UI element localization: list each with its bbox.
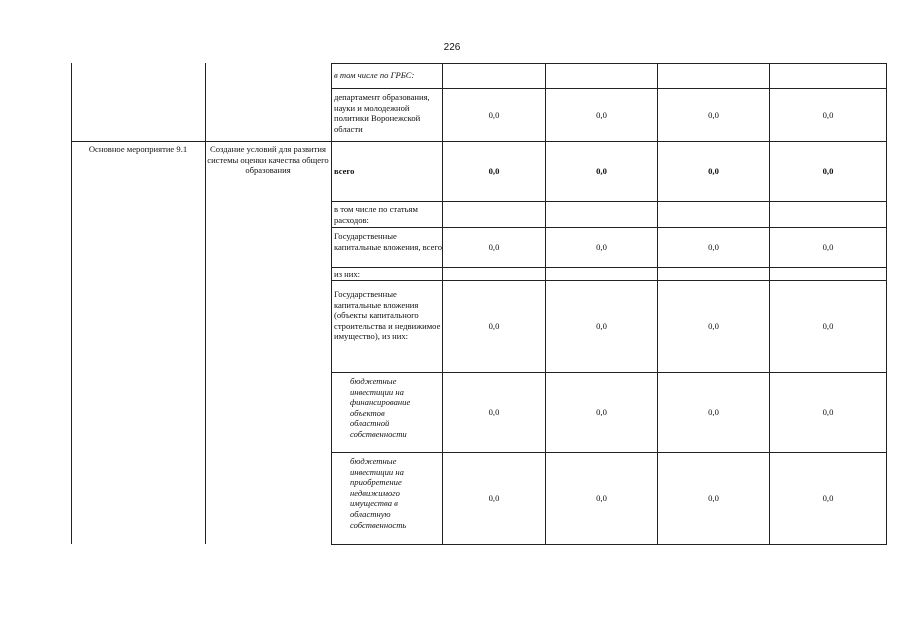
table-border-col3 bbox=[331, 63, 332, 544]
table-cell: 0,0 bbox=[822, 321, 834, 331]
table-cell: 0,0 bbox=[596, 493, 607, 503]
row-line-7 bbox=[331, 372, 887, 373]
table-cell: 0,0 bbox=[596, 321, 607, 331]
table-cell: 0,0 bbox=[488, 407, 500, 417]
table-cell: 0,0 bbox=[708, 493, 719, 503]
row-label: бюджетные инвестиции на приобретение недвижимого имущества в областную собственность bbox=[350, 456, 407, 530]
table-border-col4 bbox=[442, 63, 443, 544]
table-cell: 0,0 bbox=[488, 166, 500, 176]
row-label: всего bbox=[334, 166, 355, 176]
row-label: Государственные капитальные вложения (объекты капитального строительства и недвижимое имущество), из них: bbox=[334, 289, 441, 342]
table-cell: 0,0 bbox=[488, 110, 500, 120]
row-line-2 bbox=[71, 141, 887, 142]
table-cell: 0,0 bbox=[488, 493, 500, 503]
row-label: бюджетные инвестиции на финансирование объектов областной собственности bbox=[350, 376, 411, 439]
table-cell: 0,0 bbox=[708, 110, 719, 120]
table-cell: 0,0 bbox=[596, 242, 607, 252]
event-name: Основное мероприятие 9.1 bbox=[88, 144, 188, 154]
row-label: из них: bbox=[334, 269, 361, 279]
table-cell: 0,0 bbox=[708, 321, 719, 331]
row-line-6 bbox=[331, 280, 887, 281]
table-cell: 0,0 bbox=[708, 166, 719, 176]
row-line-top bbox=[331, 63, 887, 64]
table-border-col7 bbox=[769, 63, 770, 544]
row-line-bottom bbox=[331, 544, 887, 545]
table-border-left bbox=[71, 63, 72, 544]
table-cell: 0,0 bbox=[596, 166, 607, 176]
table-cell: 0,0 bbox=[822, 166, 834, 176]
table-cell: 0,0 bbox=[596, 407, 607, 417]
row-label: Государственные капитальные вложения, всего bbox=[334, 231, 442, 252]
row-label: в том числе по ГРБС: bbox=[334, 70, 415, 80]
table-cell: 0,0 bbox=[822, 110, 834, 120]
row-line-1 bbox=[331, 88, 887, 89]
table-cell: 0,0 bbox=[596, 110, 607, 120]
table-cell: 0,0 bbox=[822, 493, 834, 503]
table-border-col5 bbox=[545, 63, 546, 544]
table-cell: 0,0 bbox=[488, 242, 500, 252]
event-description: Создание условий для развития системы оценки качества общего образования bbox=[207, 144, 329, 176]
row-label: в том числе по статьям расходов: bbox=[334, 204, 418, 225]
table-border-col2 bbox=[205, 63, 206, 544]
row-line-4 bbox=[331, 227, 887, 228]
table-border-col6 bbox=[657, 63, 658, 544]
table-cell: 0,0 bbox=[708, 407, 719, 417]
row-label: департамент образования, науки и молодежной политики Воронежской области bbox=[334, 92, 430, 134]
page-number: 226 bbox=[443, 42, 461, 53]
table-cell: 0,0 bbox=[708, 242, 719, 252]
table-border-right bbox=[886, 63, 887, 544]
row-line-8 bbox=[331, 452, 887, 453]
row-line-3 bbox=[331, 201, 887, 202]
table-cell: 0,0 bbox=[822, 407, 834, 417]
row-line-5 bbox=[331, 267, 887, 268]
table-cell: 0,0 bbox=[488, 321, 500, 331]
table-cell: 0,0 bbox=[822, 242, 834, 252]
